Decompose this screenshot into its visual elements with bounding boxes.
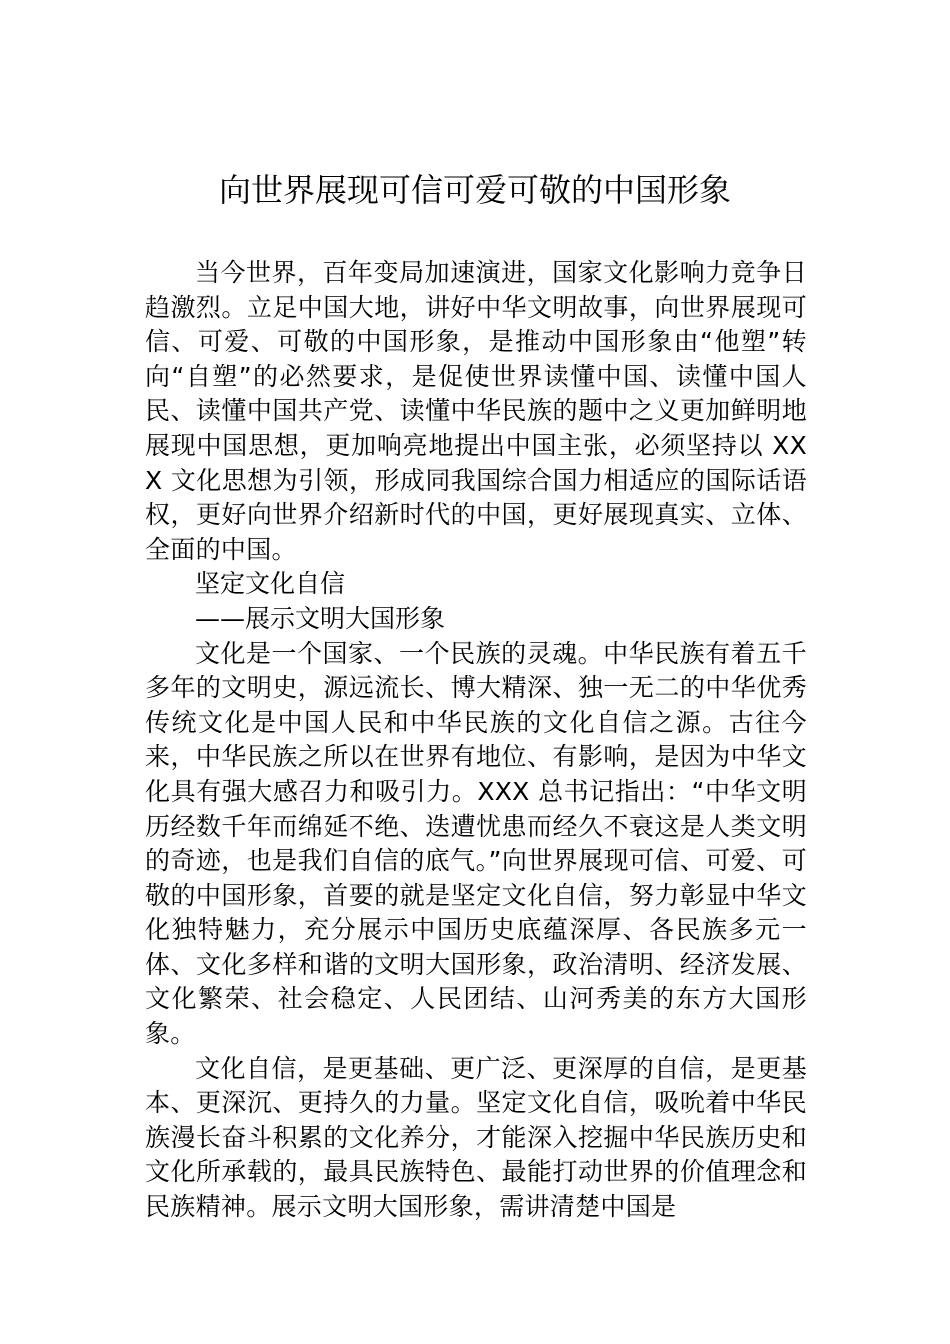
body-paragraph: 文化自信，是更基础、更广泛、更深厚的自信，是更基本、更深沉、更持久的力量。坚定文化自信，吸吮着中华民族漫长奋斗积累的文化养分，才能深入挖掘中华民族历史和文化所承载的，最具民族特色、最能打动世界的价值理念和民族精神。展示文明大国形象，需讲清楚中国是 xyxy=(145,1053,807,1222)
body-paragraph: 文化是一个国家、一个民族的灵魂。中华民族有着五千多年的文明史，源远流长、博大精深、独一无二的中华优秀传统文化是中国人民和中华民族的文化自信之源。古往今来，中华民族之所以在世界有地位、有影响，是因为中华文化具有强大感召力和吸引力。XXX 总书记指出：“中华文明历经数千年而绵延不绝、迭遭忧患而经久不衰这是人类文明的奇迹，也是我们自信的底气。”向世界展现可信、可爱、可敬的中国形象，首要的就是坚定文化自信，努力彰显中华文化独特魅力，充分展示中国历史底蕴深厚、各民族多元一体、文化多样和谐的文明大国形象，政治清明、经济发展、文化繁荣、社会稳定、人民团结、山河秀美的东方大国形象。 xyxy=(145,638,807,1049)
section-heading: 坚定文化自信 xyxy=(195,569,346,599)
intro-paragraph: 当今世界，百年变局加速演进，国家文化影响力竞争日趋激烈。立足中国大地，讲好中华文明故事，向世界展现可信、可爱、可敬的中国形象，是推动中国形象由“他塑”转向“自塑”的必然要求，是促使世界读懂中国、读懂中国人民、读懂中国共产党、读懂中华民族的题中之义更加鲜明地展现中国思想，更加响亮地提出中国主张，必须坚持以 XXX 文化思想为引领，形成同我国综合国力相适应的国际话语权，更好向世界介绍新时代的中国，更好展现真实、立体、全面的中国。 xyxy=(145,258,807,564)
document-title: 向世界展现可信可爱可敬的中国形象 xyxy=(218,171,731,209)
section-subheading: ——展示文明大国形象 xyxy=(195,603,446,633)
document-body xyxy=(145,256,807,1225)
